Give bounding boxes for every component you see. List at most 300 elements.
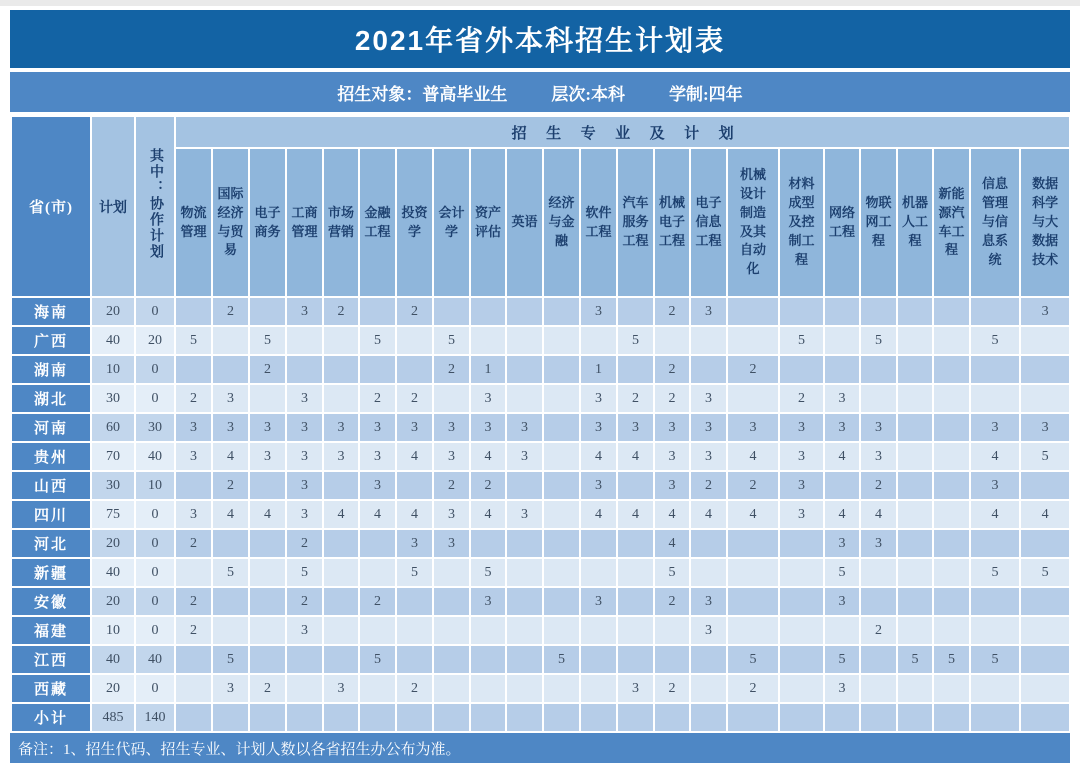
major-header-text: 汽车服务工程 — [622, 195, 649, 248]
value-cell — [690, 703, 727, 732]
value-cell: 4 — [617, 442, 654, 471]
value-cell — [933, 703, 970, 732]
plan-cell: 40 — [91, 326, 135, 355]
value-cell — [506, 529, 543, 558]
value-cell — [175, 674, 212, 703]
table-row — [11, 355, 1070, 384]
value-cell: 3 — [286, 384, 323, 413]
value-cell — [359, 703, 396, 732]
major-header-text: 市场营销 — [327, 204, 354, 239]
value-cell: 2 — [396, 297, 433, 326]
value-cell — [506, 616, 543, 645]
value-cell: 3 — [824, 384, 860, 413]
value-cell — [470, 616, 506, 645]
value-cell — [617, 558, 654, 587]
value-cell: 3 — [359, 413, 396, 442]
major-header-text: 机械电子工程 — [658, 195, 685, 248]
value-cell — [212, 355, 249, 384]
value-cell — [543, 674, 580, 703]
value-cell — [933, 558, 970, 587]
value-cell — [470, 326, 506, 355]
value-cell: 3 — [824, 674, 860, 703]
value-cell: 2 — [175, 384, 212, 413]
coop-cell: 0 — [135, 616, 175, 645]
value-cell — [897, 500, 933, 529]
value-cell — [506, 587, 543, 616]
value-cell — [824, 297, 860, 326]
value-cell — [727, 297, 779, 326]
value-cell — [506, 355, 543, 384]
value-cell — [860, 674, 897, 703]
coop-cell: 0 — [135, 587, 175, 616]
value-cell — [1020, 471, 1070, 500]
major-column-header — [286, 148, 323, 297]
row-province: 福建 — [11, 616, 91, 645]
majors-banner: 招生专业及计划 — [175, 116, 1070, 148]
value-cell — [580, 326, 617, 355]
row-province: 江西 — [11, 645, 91, 674]
value-cell — [933, 355, 970, 384]
value-cell: 3 — [654, 471, 690, 500]
value-cell — [543, 413, 580, 442]
value-cell — [175, 471, 212, 500]
value-cell: 4 — [323, 500, 359, 529]
table-row — [11, 297, 1070, 326]
value-cell: 3 — [175, 500, 212, 529]
value-cell: 3 — [580, 587, 617, 616]
value-cell: 2 — [286, 529, 323, 558]
value-cell — [175, 558, 212, 587]
value-cell — [249, 558, 286, 587]
plan-cell: 40 — [91, 645, 135, 674]
value-cell: 4 — [470, 500, 506, 529]
table-row — [11, 500, 1070, 529]
table-row — [11, 471, 1070, 500]
value-cell — [617, 355, 654, 384]
value-cell — [824, 355, 860, 384]
value-cell: 5 — [1020, 442, 1070, 471]
value-cell — [727, 326, 779, 355]
page — [0, 6, 1080, 763]
value-cell — [543, 500, 580, 529]
value-cell — [286, 674, 323, 703]
value-cell: 2 — [617, 384, 654, 413]
row-province: 河北 — [11, 529, 91, 558]
major-column-header — [359, 148, 396, 297]
value-cell — [175, 297, 212, 326]
value-cell: 3 — [824, 413, 860, 442]
value-cell — [396, 355, 433, 384]
value-cell: 3 — [433, 413, 470, 442]
value-cell — [433, 645, 470, 674]
value-cell — [690, 529, 727, 558]
value-cell — [897, 703, 933, 732]
value-cell — [897, 471, 933, 500]
value-cell — [543, 355, 580, 384]
value-cell — [617, 471, 654, 500]
value-cell — [860, 645, 897, 674]
value-cell — [286, 703, 323, 732]
value-cell — [543, 616, 580, 645]
value-cell: 3 — [286, 442, 323, 471]
value-cell — [897, 297, 933, 326]
value-cell: 4 — [824, 442, 860, 471]
coop-cell: 0 — [135, 529, 175, 558]
value-cell — [359, 297, 396, 326]
major-header-text: 物联网工程 — [865, 195, 892, 248]
major-header-text: 会计学 — [438, 204, 465, 239]
value-cell: 2 — [470, 471, 506, 500]
value-cell: 4 — [580, 442, 617, 471]
value-cell: 5 — [212, 645, 249, 674]
value-cell: 5 — [824, 558, 860, 587]
value-cell: 3 — [860, 413, 897, 442]
coop-cell: 0 — [135, 500, 175, 529]
value-cell — [249, 384, 286, 413]
value-cell: 2 — [249, 674, 286, 703]
value-cell — [779, 558, 824, 587]
major-header-text: 工商管理 — [291, 204, 318, 239]
value-cell — [933, 529, 970, 558]
value-cell: 2 — [654, 355, 690, 384]
value-cell — [933, 442, 970, 471]
value-cell: 3 — [779, 442, 824, 471]
value-cell: 3 — [396, 529, 433, 558]
table-row — [11, 558, 1070, 587]
major-column-header — [249, 148, 286, 297]
value-cell — [580, 558, 617, 587]
plan-cell: 30 — [91, 384, 135, 413]
value-cell — [970, 529, 1020, 558]
value-cell — [543, 529, 580, 558]
value-cell — [897, 384, 933, 413]
major-column-header — [506, 148, 543, 297]
value-cell: 2 — [175, 616, 212, 645]
value-cell — [543, 558, 580, 587]
value-cell: 2 — [654, 297, 690, 326]
value-cell — [506, 645, 543, 674]
value-cell — [1020, 645, 1070, 674]
value-cell — [690, 674, 727, 703]
value-cell — [212, 616, 249, 645]
value-cell: 4 — [970, 500, 1020, 529]
coop-cell: 0 — [135, 674, 175, 703]
plan-cell: 40 — [91, 558, 135, 587]
major-column-header — [824, 148, 860, 297]
value-cell: 5 — [860, 326, 897, 355]
value-cell: 3 — [433, 500, 470, 529]
value-cell — [433, 384, 470, 413]
table-row — [11, 616, 1070, 645]
value-cell: 2 — [654, 384, 690, 413]
value-cell: 3 — [824, 529, 860, 558]
row-province: 西藏 — [11, 674, 91, 703]
value-cell: 3 — [970, 471, 1020, 500]
value-cell — [396, 471, 433, 500]
table-row — [11, 384, 1070, 413]
value-cell — [897, 413, 933, 442]
value-cell: 3 — [506, 413, 543, 442]
note-text: 备注：1、招生代码、招生专业、计划人数以各省招生办公布为准。 — [18, 741, 461, 758]
table-row — [11, 442, 1070, 471]
value-cell — [970, 297, 1020, 326]
value-cell — [580, 703, 617, 732]
value-cell — [249, 703, 286, 732]
value-cell — [897, 616, 933, 645]
value-cell — [543, 297, 580, 326]
value-cell: 5 — [970, 326, 1020, 355]
value-cell — [506, 703, 543, 732]
row-province: 湖南 — [11, 355, 91, 384]
value-cell: 2 — [286, 587, 323, 616]
value-cell: 3 — [824, 587, 860, 616]
coop-cell: 0 — [135, 384, 175, 413]
value-cell: 5 — [824, 645, 860, 674]
major-header-text: 机器人工程 — [901, 195, 928, 248]
major-header-text: 数据科学与大数据技术 — [1032, 176, 1059, 267]
plan-cell: 30 — [91, 471, 135, 500]
value-cell: 2 — [433, 471, 470, 500]
value-cell — [580, 674, 617, 703]
value-cell — [970, 703, 1020, 732]
value-cell: 4 — [617, 500, 654, 529]
header-row-banner — [11, 116, 1070, 148]
value-cell — [543, 442, 580, 471]
row-province: 广西 — [11, 326, 91, 355]
row-province: 湖北 — [11, 384, 91, 413]
value-cell — [779, 674, 824, 703]
value-cell: 4 — [970, 442, 1020, 471]
value-cell: 3 — [286, 471, 323, 500]
value-cell — [359, 616, 396, 645]
major-header-text: 资产评估 — [474, 204, 501, 239]
major-header-text: 投资学 — [401, 204, 428, 239]
value-cell — [654, 616, 690, 645]
value-cell — [470, 529, 506, 558]
major-header-text: 国际经济与贸易 — [217, 185, 244, 258]
value-cell: 3 — [470, 587, 506, 616]
value-cell — [506, 471, 543, 500]
plan-cell: 20 — [91, 587, 135, 616]
value-cell: 2 — [323, 297, 359, 326]
value-cell: 3 — [212, 674, 249, 703]
coop-column-header — [135, 116, 175, 297]
value-cell — [860, 297, 897, 326]
value-cell — [580, 616, 617, 645]
value-cell — [779, 587, 824, 616]
value-cell — [897, 587, 933, 616]
value-cell — [727, 384, 779, 413]
value-cell: 2 — [359, 384, 396, 413]
value-cell — [323, 703, 359, 732]
value-cell — [970, 616, 1020, 645]
value-cell: 3 — [580, 471, 617, 500]
value-cell — [727, 703, 779, 732]
row-province: 小计 — [11, 703, 91, 732]
plan-cell: 60 — [91, 413, 135, 442]
coop-cell: 30 — [135, 413, 175, 442]
value-cell — [654, 645, 690, 674]
total-row — [11, 703, 1070, 732]
enrollment-plan-table — [10, 115, 1071, 733]
value-cell — [654, 703, 690, 732]
value-cell — [897, 442, 933, 471]
value-cell: 3 — [323, 442, 359, 471]
value-cell — [359, 558, 396, 587]
value-cell: 3 — [323, 413, 359, 442]
value-cell: 4 — [654, 500, 690, 529]
major-column-header — [860, 148, 897, 297]
value-cell — [396, 616, 433, 645]
value-cell: 3 — [654, 442, 690, 471]
value-cell — [933, 674, 970, 703]
value-cell — [323, 558, 359, 587]
major-header-text: 信息管理与信息系统 — [981, 176, 1008, 267]
value-cell — [286, 326, 323, 355]
value-cell — [860, 558, 897, 587]
value-cell — [433, 558, 470, 587]
plan-column-header: 计划 — [91, 116, 135, 297]
value-cell — [359, 674, 396, 703]
value-cell: 2 — [433, 355, 470, 384]
value-cell — [779, 355, 824, 384]
value-cell — [690, 326, 727, 355]
major-column-header — [396, 148, 433, 297]
value-cell: 3 — [359, 442, 396, 471]
value-cell — [970, 587, 1020, 616]
major-column-header — [779, 148, 824, 297]
major-column-header — [470, 148, 506, 297]
value-cell — [323, 384, 359, 413]
value-cell: 5 — [286, 558, 323, 587]
value-cell — [175, 355, 212, 384]
value-cell: 3 — [860, 442, 897, 471]
plan-cell: 10 — [91, 616, 135, 645]
table-row — [11, 413, 1070, 442]
major-column-header — [897, 148, 933, 297]
value-cell: 3 — [860, 529, 897, 558]
value-cell — [580, 645, 617, 674]
coop-cell: 40 — [135, 645, 175, 674]
major-header-text: 软件工程 — [585, 204, 612, 239]
value-cell — [580, 529, 617, 558]
plan-cell: 70 — [91, 442, 135, 471]
value-cell: 2 — [359, 587, 396, 616]
value-cell — [1020, 616, 1070, 645]
value-cell: 3 — [249, 442, 286, 471]
value-cell — [897, 558, 933, 587]
major-column-header — [727, 148, 779, 297]
value-cell: 3 — [690, 587, 727, 616]
value-cell — [543, 384, 580, 413]
value-cell — [543, 471, 580, 500]
value-cell: 2 — [727, 471, 779, 500]
value-cell — [617, 297, 654, 326]
major-column-header — [970, 148, 1020, 297]
value-cell — [824, 326, 860, 355]
value-cell: 1 — [580, 355, 617, 384]
plan-cell: 20 — [91, 297, 135, 326]
table-row — [11, 587, 1070, 616]
value-cell — [1020, 326, 1070, 355]
value-cell — [543, 703, 580, 732]
value-cell: 5 — [359, 645, 396, 674]
value-cell — [212, 326, 249, 355]
value-cell: 3 — [617, 674, 654, 703]
value-cell — [617, 587, 654, 616]
value-cell — [897, 326, 933, 355]
value-cell — [727, 558, 779, 587]
row-province: 四川 — [11, 500, 91, 529]
value-cell: 5 — [249, 326, 286, 355]
coop-cell: 0 — [135, 558, 175, 587]
value-cell — [860, 587, 897, 616]
value-cell: 3 — [617, 413, 654, 442]
major-header-text: 机械设计制造及其自动化 — [739, 166, 766, 277]
value-cell: 3 — [580, 413, 617, 442]
value-cell: 3 — [690, 442, 727, 471]
value-cell — [690, 355, 727, 384]
value-cell — [506, 384, 543, 413]
major-column-header — [654, 148, 690, 297]
value-cell — [175, 645, 212, 674]
value-cell: 4 — [860, 500, 897, 529]
value-cell — [359, 529, 396, 558]
value-cell — [175, 703, 212, 732]
value-cell — [323, 471, 359, 500]
value-cell: 3 — [396, 413, 433, 442]
major-header-text: 网络工程 — [828, 204, 855, 239]
value-cell: 2 — [175, 587, 212, 616]
value-cell: 4 — [727, 500, 779, 529]
value-cell: 3 — [727, 413, 779, 442]
major-column-header — [175, 148, 212, 297]
value-cell — [970, 674, 1020, 703]
value-cell — [1020, 587, 1070, 616]
value-cell — [433, 674, 470, 703]
plan-cell: 485 — [91, 703, 135, 732]
major-column-header — [212, 148, 249, 297]
value-cell: 2 — [727, 355, 779, 384]
value-cell: 2 — [860, 616, 897, 645]
value-cell: 3 — [470, 384, 506, 413]
value-cell — [286, 355, 323, 384]
value-cell — [433, 297, 470, 326]
row-province: 安徽 — [11, 587, 91, 616]
value-cell: 5 — [396, 558, 433, 587]
coop-cell: 0 — [135, 355, 175, 384]
value-cell — [396, 326, 433, 355]
value-cell: 3 — [1020, 413, 1070, 442]
value-cell: 4 — [212, 500, 249, 529]
coop-header-text: 其中：协作计划 — [148, 148, 163, 260]
value-cell: 5 — [617, 326, 654, 355]
value-cell — [470, 703, 506, 732]
major-column-header — [580, 148, 617, 297]
value-cell: 5 — [779, 326, 824, 355]
value-cell: 5 — [470, 558, 506, 587]
value-cell: 3 — [690, 384, 727, 413]
table-row — [11, 529, 1070, 558]
value-cell — [860, 703, 897, 732]
value-cell — [690, 558, 727, 587]
value-cell: 3 — [506, 500, 543, 529]
coop-cell: 10 — [135, 471, 175, 500]
value-cell: 3 — [580, 297, 617, 326]
value-cell: 5 — [970, 645, 1020, 674]
value-cell — [323, 645, 359, 674]
value-cell — [970, 355, 1020, 384]
